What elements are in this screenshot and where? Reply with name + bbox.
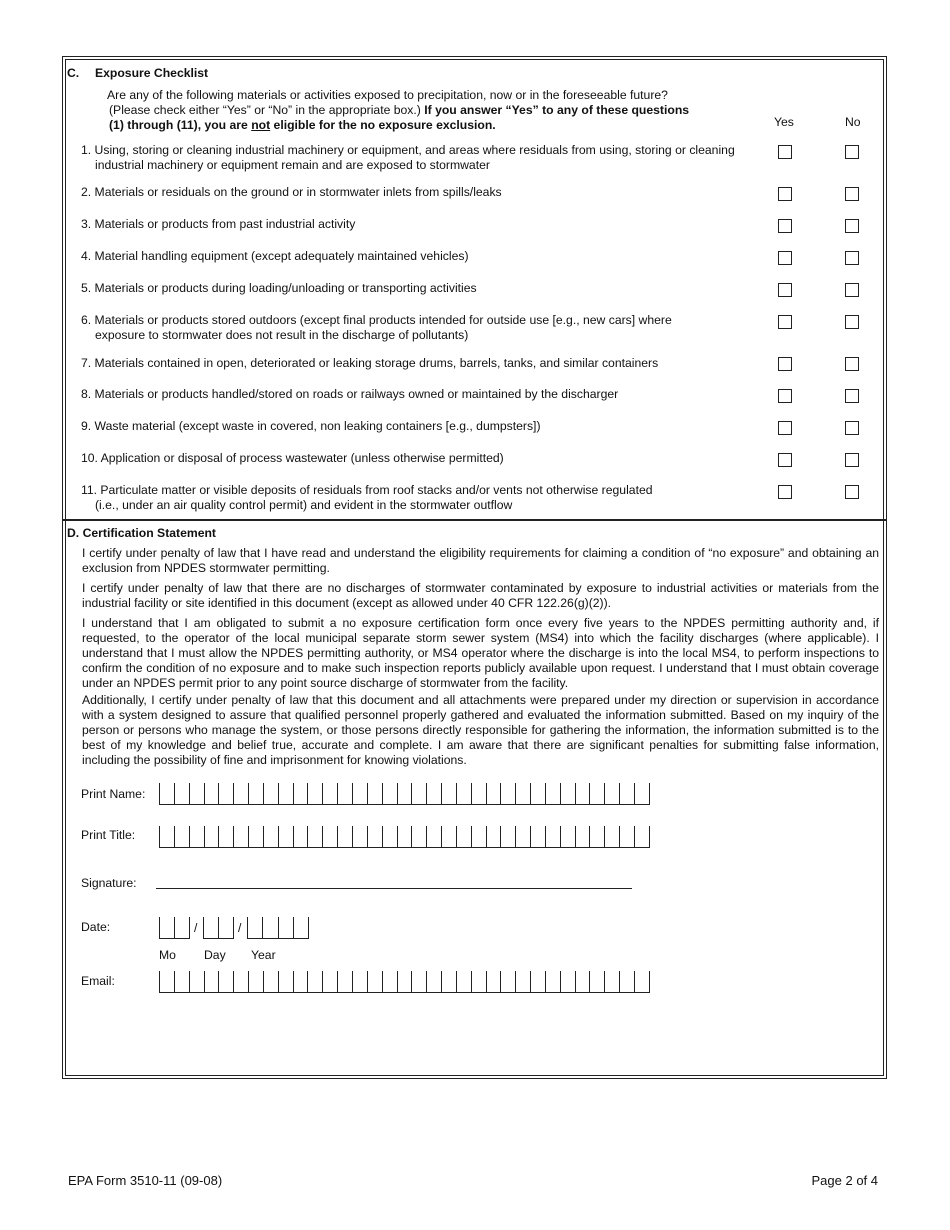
character-cell [263,917,278,938]
character-cell [205,826,220,847]
character-cell [576,826,591,847]
character-cell [368,783,383,804]
question-4 [81,249,761,264]
page-number: Page 2 of 4 [811,1173,878,1188]
character-cell [501,971,516,992]
character-cell [234,971,249,992]
question-5-yes-checkbox[interactable] [778,283,792,297]
character-cell [175,783,190,804]
character-cell [190,783,205,804]
character-cell [160,826,175,847]
question-9-yes-checkbox[interactable] [778,421,792,435]
question-5-no-checkbox[interactable] [845,283,859,297]
character-cell [383,826,398,847]
character-cell [160,971,175,992]
question-10 [81,451,761,466]
character-cell [605,971,620,992]
character-cell [248,917,263,938]
character-cell [279,783,294,804]
character-cell [472,971,487,992]
character-cell [353,826,368,847]
character-cell [442,826,457,847]
intro-line-3-post: eligible for the no exposure exclusion. [270,117,496,132]
character-cell [383,971,398,992]
character-cell [412,971,427,992]
character-cell [308,826,323,847]
signature-label: Signature: [81,876,137,890]
question-10-line-1: 10. Application or disposal of process wastewater (unless otherwise permitted) [81,451,504,465]
question-8 [81,387,761,402]
character-cell [219,783,234,804]
question-9-no-checkbox[interactable] [845,421,859,435]
character-cell [531,783,546,804]
character-cell [576,971,591,992]
character-cell [427,783,442,804]
character-cell [590,783,605,804]
question-2-line-1: 2. Materials or residuals on the ground or in stormwater inlets from spills/leaks [81,185,502,199]
character-cell [249,783,264,804]
character-cell [338,783,353,804]
character-cell [368,826,383,847]
character-cell [323,826,338,847]
character-cell [279,826,294,847]
character-cell [635,826,650,847]
character-cell [546,826,561,847]
character-cell [190,971,205,992]
section-c-letter: C. [67,66,80,80]
character-cell [590,971,605,992]
section-d-title: D. Certification Statement [67,526,216,540]
character-cell [294,971,309,992]
character-cell [264,826,279,847]
character-cell [175,917,190,938]
character-cell [204,917,219,938]
character-cell [175,971,190,992]
character-cell [398,971,413,992]
character-cell [516,783,531,804]
question-6-no-checkbox[interactable] [845,315,859,329]
character-cell [427,826,442,847]
character-cell [308,783,323,804]
question-7-yes-checkbox[interactable] [778,357,792,371]
character-cell [264,783,279,804]
certification-paragraph-4: Additionally, I certify under penalty of law that this document and all attachments were prepared under my direction or supervision in accordance with a system designed to assure that qualified personnel properly gathered and evaluated the information submitted. Based on my inquiry of the person or persons who manage the system, or those persons directly responsible for gathering the information, the information submitted is to the best of my knowledge and belief true, accurate and complete. I am aware that there are significant penalties for submitting false information, including the possibility of fine and imprisonment for knowing violations. [82,693,879,767]
character-cell [620,783,635,804]
character-cell [412,783,427,804]
section-divider [63,519,886,521]
question-2-yes-checkbox[interactable] [778,187,792,201]
character-cell [531,971,546,992]
character-cell [205,971,220,992]
character-cell [234,826,249,847]
character-cell [234,783,249,804]
question-3 [81,217,761,232]
question-4-yes-checkbox[interactable] [778,251,792,265]
date-day-field[interactable] [203,917,234,939]
question-1-line-1: 1. Using, storing or cleaning industrial machinery or equipment, and areas where residuals from using, storing or cleaning [81,143,735,157]
character-cell [205,783,220,804]
question-8-yes-checkbox[interactable] [778,389,792,403]
form-id: EPA Form 3510-11 (09-08) [68,1173,223,1188]
character-cell [279,971,294,992]
print-name-field[interactable] [159,783,650,805]
question-11 [81,483,761,513]
character-cell [605,826,620,847]
character-cell [457,826,472,847]
intro-line-3-underlined: not [251,117,271,132]
character-cell [323,971,338,992]
intro-line-2-bold: If you answer “Yes” to any of these questions [424,102,690,117]
question-11-line-1: 11. Particulate matter or visible deposits of residuals from roof stacks and/or vents not otherwise regulated [81,483,653,497]
section-c-intro [107,88,747,133]
character-cell [294,783,309,804]
character-cell [546,971,561,992]
character-cell [323,783,338,804]
question-4-line-1: 4. Material handling equipment (except adequately maintained vehicles) [81,249,469,263]
character-cell [368,971,383,992]
intro-line-1: Are any of the following materials or activities exposed to precipitation, now or in the foreseeable future? [107,88,668,102]
email-field[interactable] [159,971,650,993]
character-cell [160,783,175,804]
date-label: Date: [81,920,111,934]
character-cell [501,826,516,847]
question-2 [81,185,761,200]
character-cell [561,971,576,992]
intro-line-3-pre: (1) through (11), you are [109,117,252,132]
character-cell [353,783,368,804]
character-cell [487,826,502,847]
certification-paragraph-1: I certify under penalty of law that I have read and understand the eligibility requirements for claiming a condition of “no exposure” and obtaining an exclusion from NPDES stormwater permitting. [82,546,879,575]
question-3-line-1: 3. Materials or products from past industrial activity [81,217,356,231]
question-3-yes-checkbox[interactable] [778,219,792,233]
character-cell [605,783,620,804]
character-cell [487,783,502,804]
character-cell [175,826,190,847]
question-9 [81,419,761,434]
question-10-yes-checkbox[interactable] [778,453,792,467]
character-cell [531,826,546,847]
question-2-no-checkbox[interactable] [845,187,859,201]
print-title-field[interactable] [159,826,650,848]
date-year-caption: Year [251,948,276,962]
character-cell [383,783,398,804]
character-cell [190,826,205,847]
question-9-line-1: 9. Waste material (except waste in covered, non leaking containers [e.g., dumpsters]) [81,419,541,433]
print-name-label: Print Name: [81,787,146,801]
character-cell [561,783,576,804]
character-cell [516,971,531,992]
character-cell [338,971,353,992]
character-cell [635,783,650,804]
character-cell [576,783,591,804]
character-cell [620,971,635,992]
intro-line-3 [107,118,747,133]
character-cell [219,971,234,992]
character-cell [264,971,279,992]
question-11-yes-checkbox[interactable] [778,485,792,499]
question-10-no-checkbox[interactable] [845,453,859,467]
character-cell [294,917,309,938]
question-6-yes-checkbox[interactable] [778,315,792,329]
character-cell [308,971,323,992]
character-cell [442,971,457,992]
print-title-label: Print Title: [81,828,136,842]
date-day-caption: Day [204,948,226,962]
section-c-title: Exposure Checklist [95,66,209,80]
question-7-no-checkbox[interactable] [845,357,859,371]
character-cell [398,826,413,847]
intro-line-2 [107,103,747,118]
character-cell [279,917,294,938]
question-11-no-checkbox[interactable] [845,485,859,499]
question-6-line-1: 6. Materials or products stored outdoors (except final products intended for outside use [e.g., new cars] where [81,313,672,327]
question-1 [81,143,761,173]
character-cell [427,971,442,992]
character-cell [219,917,234,938]
yes-column-header: Yes [774,115,794,129]
question-7-line-1: 7. Materials contained in open, deteriorated or leaking storage drums, barrels, tanks, and similar containers [81,356,659,370]
character-cell [516,826,531,847]
character-cell [561,826,576,847]
question-8-line-1: 8. Materials or products handled/stored on roads or railways owned or maintained by the discharger [81,387,619,401]
character-cell [249,826,264,847]
character-cell [457,783,472,804]
question-7 [81,356,761,371]
character-cell [398,783,413,804]
character-cell [412,826,427,847]
character-cell [338,826,353,847]
intro-line-2-plain: (Please check either “Yes” or “No” in the appropriate box.) [109,102,425,117]
character-cell [219,826,234,847]
character-cell [472,826,487,847]
question-8-no-checkbox[interactable] [845,389,859,403]
character-cell [472,783,487,804]
question-3-no-checkbox[interactable] [845,219,859,233]
date-year-field[interactable] [247,917,309,939]
character-cell [457,971,472,992]
character-cell [353,971,368,992]
certification-paragraph-2: I certify under penalty of law that there are no discharges of stormwater contaminated by exposure to industrial activities or materials from the industrial facility or site identified in this document (except as allowed under 40 CFR 122.26(g)(2)). [82,581,879,610]
date-separator-1: / [194,921,198,935]
character-cell [501,783,516,804]
character-cell [249,971,264,992]
character-cell [635,971,650,992]
date-month-caption: Mo [159,948,176,962]
character-cell [160,917,175,938]
question-6-line-2: exposure to stormwater does not result in the discharge of pollutants) [95,327,469,342]
email-label: Email: [81,974,115,988]
question-1-yes-checkbox[interactable] [778,145,792,159]
character-cell [487,971,502,992]
no-column-header: No [845,115,861,129]
question-5-line-1: 5. Materials or products during loading/unloading or transporting activities [81,281,477,295]
question-5 [81,281,761,296]
character-cell [546,783,561,804]
character-cell [442,783,457,804]
date-separator-2: / [238,921,242,935]
certification-paragraph-3: I understand that I am obligated to submit a no exposure certification form once every five years to the NPDES permitting authority and, if requested, to the operator of the local municipal separate storm sewer system (MS4) into which the facility discharges (where applicable). I understand that I must allow the NPDES permitting authority, or MS4 operator where the discharge is into the local MS4, to perform inspections to confirm the condition of no exposure and to make such inspection reports publicly available upon request. I understand that I must obtain coverage under an NPDES permit prior to any point source discharge of stormwater from the facility. [82,616,879,690]
question-11-line-2: (i.e., under an air quality control permit) and evident in the stormwater outflow [95,497,513,512]
character-cell [294,826,309,847]
question-1-no-checkbox[interactable] [845,145,859,159]
question-4-no-checkbox[interactable] [845,251,859,265]
question-1-line-2: industrial machinery or equipment remain and are exposed to stormwater [95,157,490,172]
signature-line[interactable] [156,888,632,889]
character-cell [590,826,605,847]
date-month-field[interactable] [159,917,190,939]
character-cell [620,826,635,847]
question-6 [81,313,761,343]
